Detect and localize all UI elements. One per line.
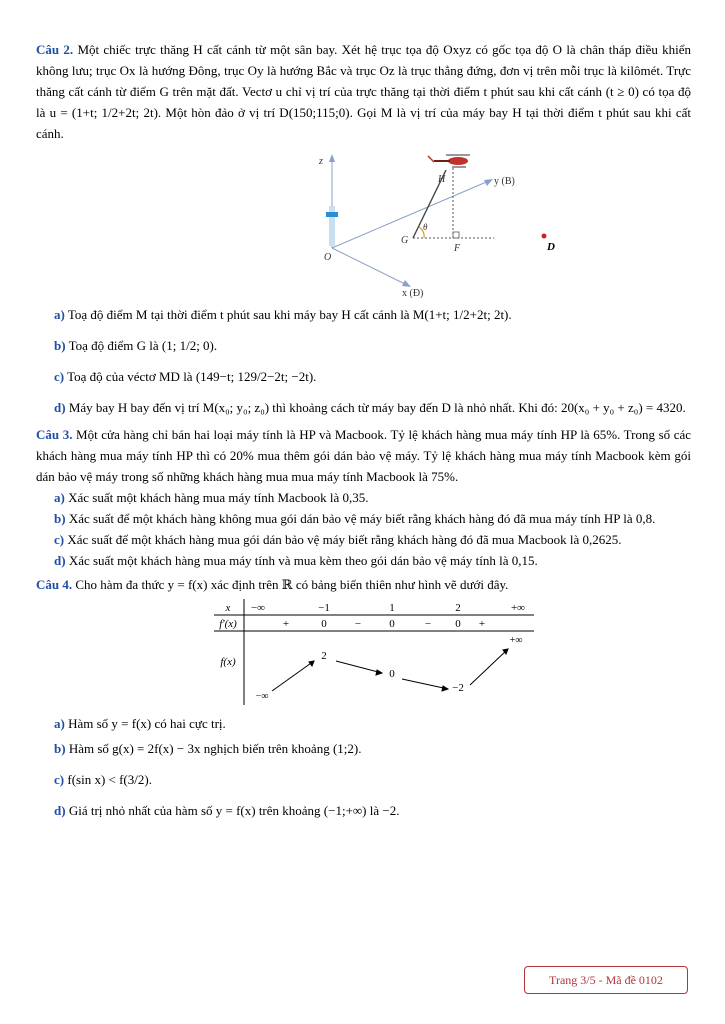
x-value: 1 bbox=[389, 602, 395, 614]
g-label: G bbox=[401, 235, 409, 246]
page-footer: Trang 3/5 - Mã đề 0102 bbox=[524, 966, 688, 994]
option-text: f(sin x) < f(3/2). bbox=[67, 772, 152, 787]
question-2-stem bbox=[36, 39, 691, 144]
q3-option-c bbox=[36, 529, 691, 550]
y-axis bbox=[332, 180, 491, 248]
y-axis-label: y (B) bbox=[494, 176, 515, 187]
fp-sign: + bbox=[282, 618, 290, 630]
option-text: Giá trị nhỏ nhất của hàm số y = f(x) trên khoảng (−1;+∞) là −2. bbox=[68, 803, 400, 818]
q4-option-d bbox=[36, 800, 691, 821]
option-text: Xác suất một khách hàng mua máy tính và mua kèm theo gói dán bảo vệ máy tính là 0,15. bbox=[68, 553, 538, 568]
question-4-stem bbox=[36, 574, 691, 595]
question-3-stem bbox=[36, 424, 691, 487]
x-axis-arrow bbox=[402, 280, 411, 287]
theta-label: θ bbox=[423, 222, 428, 232]
option-text: Hàm số y = f(x) có hai cực trị. bbox=[68, 716, 226, 731]
fp-sign: + bbox=[478, 618, 486, 630]
f-value: 0 bbox=[389, 668, 395, 680]
helicopter-icon bbox=[428, 155, 470, 167]
f-row-label: f(x) bbox=[220, 656, 236, 668]
f-value: −∞ bbox=[255, 691, 269, 702]
helicopter-figure bbox=[36, 148, 691, 298]
f-value: −2 bbox=[452, 682, 464, 694]
option-label: c) bbox=[54, 369, 65, 384]
tower-cabin bbox=[326, 212, 338, 217]
option-label: a) bbox=[54, 307, 65, 322]
question-4-number: Câu 4. bbox=[36, 577, 73, 592]
option-label: d) bbox=[54, 803, 66, 818]
h-label: H bbox=[438, 174, 446, 185]
option-label: b) bbox=[54, 741, 66, 756]
x-value: −1 bbox=[318, 602, 330, 614]
q2-option-c bbox=[36, 366, 691, 387]
option-text: Xác suất một khách hàng mua máy tính Macbook là 0,35. bbox=[68, 490, 369, 505]
z-axis-label: z bbox=[319, 156, 323, 167]
fp-row-label: f'(x) bbox=[219, 618, 237, 630]
option-label: a) bbox=[54, 716, 65, 731]
option-label: b) bbox=[54, 511, 66, 526]
option-label: c) bbox=[54, 532, 65, 547]
q4-option-c bbox=[36, 769, 691, 790]
f-value: +∞ bbox=[509, 635, 523, 646]
option-text: Toạ độ của véctơ MD là (149−t; 129/2−2t; −2t). bbox=[67, 369, 317, 384]
question-2-text: Một chiếc trực thăng H cất cánh từ một sân bay. Xét hệ trục tọa độ Oxyz có gốc tọa độ O là chân tháp điều khiển không lưu; trục Ox là hướng Đông, trục Oy là hướng Bắc và trục Oz là trục thẳng đứng, đơn vị trên mỗi trục là kilômét. Trực thăng cất cánh từ điểm G trên mặt đất. Vectơ u chỉ vị trí của trực thăng tại thời điểm t phút sau khi cất cánh (t ≥ 0) có tọa độ là u = (1+t; 1/2+2t; 2t). Một hòn đảo ở vị trí D(150;115;0). Gọi M là vị trí của máy bay H tại thời điểm t phút sau khi cất cánh. bbox=[36, 42, 692, 141]
question-4-text: Cho hàm đa thức y = f(x) xác định trên ℝ có bảng biến thiên như hình vẽ dưới đây. bbox=[75, 577, 509, 592]
fp-sign: 0 bbox=[455, 618, 461, 630]
option-text: Hàm số g(x) = 2f(x) − 3x nghịch biến trên khoảng (1;2). bbox=[68, 741, 362, 756]
option-label: d) bbox=[54, 553, 66, 568]
option-text: Toạ độ điểm M tại thời điểm t phút sau khi máy bay H cất cánh là M(1+t; 1/2+2t; 2t). bbox=[67, 307, 512, 322]
f-label: F bbox=[454, 243, 461, 254]
q3-option-d bbox=[36, 550, 691, 571]
variation-table bbox=[214, 599, 691, 709]
x-axis-label: x (Đ) bbox=[402, 288, 424, 298]
x-row-label: x bbox=[225, 602, 231, 614]
option-text: Xác suất để một khách hàng mua gói dán bảo vệ máy biết rằng khách hàng đó đã mua Macbook là 0,2625. bbox=[67, 532, 622, 547]
option-label: d) bbox=[54, 400, 66, 415]
option-text: Xác suất để một khách hàng không mua gói dán bảo vệ máy biết rằng khách hàng đó đã mua máy tính HP là 0,8. bbox=[68, 511, 656, 526]
fp-sign: − bbox=[354, 618, 362, 630]
f-value: 2 bbox=[321, 650, 327, 662]
x-value: +∞ bbox=[510, 602, 526, 614]
right-angle-mark bbox=[453, 232, 459, 238]
option-text: Toạ độ điểm G là (1; 1/2; 0). bbox=[68, 338, 218, 353]
point-d-marker bbox=[542, 234, 547, 239]
option-label: a) bbox=[54, 490, 65, 505]
y-axis-arrow bbox=[484, 179, 493, 186]
q4-option-b bbox=[36, 738, 691, 759]
x-value: 2 bbox=[455, 602, 461, 614]
option-label: c) bbox=[54, 772, 65, 787]
fp-sign: − bbox=[424, 618, 432, 630]
q2-option-d bbox=[36, 397, 691, 418]
fp-sign: 0 bbox=[389, 618, 395, 630]
question-3-text: Một cửa hàng chỉ bán hai loại máy tính là HP và Macbook. Tỷ lệ khách hàng mua máy tính HP là 65%. Trong số các khách hàng mua máy tính HP thì có 20% mua thêm gói dán bảo vệ máy. Tỷ lệ khách hàng mua máy tính Macbook kèm gói dán bảo vệ máy trong số những khách hàng mua mua máy tính Macbook là 75%. bbox=[36, 427, 692, 484]
x-value: −∞ bbox=[250, 602, 266, 614]
q4-option-a bbox=[36, 713, 691, 734]
option-label: b) bbox=[54, 338, 66, 353]
q3-option-a bbox=[36, 487, 691, 508]
q2-option-b bbox=[36, 335, 691, 356]
z-axis-arrow bbox=[329, 154, 335, 162]
q3-option-b bbox=[36, 508, 691, 529]
question-2-number: Câu 2. bbox=[36, 42, 74, 57]
coordinate-diagram bbox=[216, 148, 576, 298]
fp-sign: 0 bbox=[321, 618, 327, 630]
option-text: Máy bay H bay đến vị trí M(x₀; y₀; z₀) thì khoảng cách từ máy bay đến D là nhỏ nhất. Khi đó: 20(x₀ + y₀ + z₀) = 4320. bbox=[68, 400, 686, 415]
variation-table-svg bbox=[214, 599, 534, 705]
x-axis bbox=[332, 248, 409, 286]
question-3-number: Câu 3. bbox=[36, 427, 73, 442]
exam-page bbox=[36, 36, 691, 821]
q2-option-a bbox=[36, 304, 691, 325]
origin-label: O bbox=[324, 252, 332, 263]
d-label: D bbox=[547, 241, 555, 253]
